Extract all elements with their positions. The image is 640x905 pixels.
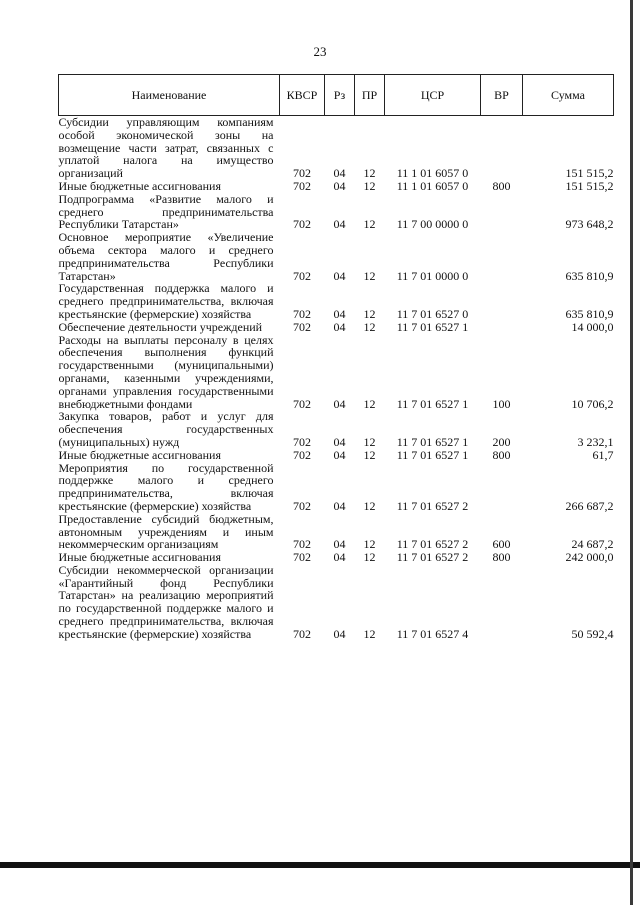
cell-rz: 04 (333, 319, 346, 334)
cell-kvsr: 702 (293, 537, 311, 552)
table-row (59, 334, 614, 411)
cell-kvsr: 702 (293, 217, 311, 232)
cell-kvsr: 702 (293, 396, 311, 411)
cell-name: Субсидии некоммерческой организации «Гарантийный фонд Республики Татарстан» на реализацию мероприятий по государственной поддержке малого и среднего предпринимательства, включая крестьянские (фермерские) хозяйства (58, 562, 274, 641)
cell-rz: 04 (333, 178, 346, 193)
column-header-rz: Рз (325, 75, 355, 116)
cell-sum: 973 648,2 (565, 217, 614, 232)
cell-vr (481, 462, 523, 513)
cell-csr: 11 7 01 6527 2 (396, 550, 469, 565)
cell-kvsr: 702 (293, 306, 311, 321)
cell-vr (481, 116, 523, 180)
cell-name: Подпрограмма «Развитие малого и среднего предпринимательства Республики Татарстан» (58, 191, 274, 232)
cell-rz: 04 (333, 166, 346, 181)
cell-csr: 11 7 01 6527 1 (396, 396, 469, 411)
cell-name: Государственная поддержка малого и среднего предпринимательства, включая крестьянские (фермерские) хозяйства (58, 281, 274, 321)
cell-name: Основное мероприятие «Увеличение объема сектора малого и среднего предпринимательства Республики Татарстан» (58, 230, 274, 283)
cell-rz: 04 (333, 537, 346, 552)
cell-sum: 14 000,0 (571, 319, 614, 334)
table-header (59, 75, 614, 116)
cell-name: Субсидии управляющим компаниям особой экономической зоны на возмещение части затрат, связанных с уплатой налога на имущество организаций (58, 115, 274, 181)
cell-vr: 800 (492, 178, 511, 193)
cell-csr: 11 7 01 6527 2 (396, 537, 469, 552)
cell-pr: 12 (363, 434, 376, 449)
cell-pr: 12 (363, 217, 376, 232)
table-body (59, 116, 614, 641)
cell-sum: 635 810,9 (565, 268, 614, 283)
table-row (59, 282, 614, 320)
cell-name: Обеспечение деятельности учреждений (58, 319, 263, 334)
cell-csr: 11 7 01 6527 1 (396, 434, 469, 449)
cell-kvsr: 702 (293, 268, 311, 283)
cell-rz: 04 (333, 268, 346, 283)
cell-vr (481, 231, 523, 282)
cell-vr (481, 282, 523, 320)
table-row (59, 410, 614, 448)
cell-kvsr: 702 (293, 166, 311, 181)
table-row (59, 116, 614, 180)
table-row (59, 449, 614, 462)
cell-csr: 11 7 01 0000 0 (396, 268, 469, 283)
cell-rz: 04 (333, 550, 346, 565)
cell-name: Иные бюджетные ассигнования (58, 550, 221, 565)
table-row (59, 564, 614, 641)
cell-csr: 11 1 01 6057 0 (396, 166, 469, 181)
cell-pr: 12 (363, 306, 376, 321)
cell-rz: 04 (333, 396, 346, 411)
cell-pr: 12 (363, 550, 376, 565)
cell-name: Предоставление субсидий бюджетным, автономным учреждениям и иным некоммерческим организациям (58, 511, 274, 552)
cell-vr (481, 564, 523, 641)
cell-name: Мероприятия по государственной поддержке малого и среднего предпринимательства, включая крестьянские (фермерские) хозяйства (58, 460, 274, 513)
cell-csr: 11 7 01 6527 1 (396, 447, 469, 462)
cell-kvsr: 702 (293, 498, 311, 513)
cell-rz: 04 (333, 447, 346, 462)
cell-vr: 100 (492, 396, 511, 411)
cell-vr (481, 193, 523, 231)
cell-pr: 12 (363, 319, 376, 334)
cell-kvsr: 702 (293, 447, 311, 462)
cell-kvsr: 702 (293, 626, 311, 641)
cell-sum: 151 515,2 (565, 178, 614, 193)
cell-pr: 12 (363, 166, 376, 181)
cell-rz: 04 (333, 498, 346, 513)
cell-kvsr: 702 (293, 178, 311, 193)
scan-bottom-edge (0, 862, 640, 868)
scan-right-edge (630, 0, 633, 905)
cell-sum: 151 515,2 (565, 166, 614, 181)
column-header-name: Наименование (59, 75, 280, 116)
cell-rz: 04 (333, 306, 346, 321)
cell-rz: 04 (333, 434, 346, 449)
column-header-vr: ВР (481, 75, 523, 116)
cell-pr: 12 (363, 537, 376, 552)
table-row (59, 551, 614, 564)
table-row (59, 462, 614, 513)
cell-csr: 11 7 01 6527 2 (396, 498, 469, 513)
cell-sum: 24 687,2 (571, 537, 614, 552)
cell-vr: 800 (492, 447, 511, 462)
cell-pr: 12 (363, 498, 376, 513)
cell-sum: 3 232,1 (577, 434, 614, 449)
cell-vr: 600 (492, 537, 511, 552)
table-row (59, 513, 614, 551)
column-header-kvsr: КВСР (280, 75, 325, 116)
cell-csr: 11 7 00 0000 0 (396, 217, 469, 232)
cell-sum: 635 810,9 (565, 306, 614, 321)
cell-kvsr: 702 (293, 434, 311, 449)
cell-vr (481, 321, 523, 334)
cell-vr: 200 (492, 434, 511, 449)
cell-rz: 04 (333, 626, 346, 641)
cell-csr: 11 7 01 6527 0 (396, 306, 469, 321)
cell-pr: 12 (363, 396, 376, 411)
cell-kvsr: 702 (293, 319, 311, 334)
cell-name: Закупка товаров, работ и услуг для обеспечения государственных (муниципальных) нужд (58, 409, 274, 449)
cell-rz: 04 (333, 217, 346, 232)
table-row (59, 180, 614, 193)
table-row (59, 193, 614, 231)
cell-sum: 242 000,0 (565, 550, 614, 565)
table-row (59, 231, 614, 282)
cell-pr: 12 (363, 447, 376, 462)
cell-vr: 800 (492, 550, 511, 565)
cell-kvsr: 702 (293, 550, 311, 565)
table-row (59, 321, 614, 334)
cell-sum: 61,7 (592, 447, 614, 462)
column-header-pr: ПР (355, 75, 385, 116)
cell-sum: 50 592,4 (571, 626, 614, 641)
cell-sum: 10 706,2 (571, 396, 614, 411)
column-header-sum: Сумма (523, 75, 614, 116)
cell-csr: 11 1 01 6057 0 (396, 178, 469, 193)
cell-name: Иные бюджетные ассигнования (58, 178, 221, 193)
cell-sum: 266 687,2 (565, 498, 614, 513)
cell-csr: 11 7 01 6527 1 (396, 319, 469, 334)
cell-csr: 11 7 01 6527 4 (396, 626, 469, 641)
budget-table (58, 74, 614, 641)
cell-name: Расходы на выплаты персоналу в целях обеспечения выполнения функций государственными (муниципальными) органами, казенными учреждениями, органами управления государственными внебюджетными фондами (58, 332, 274, 411)
column-header-csr: ЦСР (385, 75, 481, 116)
cell-name: Иные бюджетные ассигнования (58, 447, 221, 462)
cell-pr: 12 (363, 626, 376, 641)
cell-pr: 12 (363, 178, 376, 193)
cell-pr: 12 (363, 268, 376, 283)
page-number: 23 (313, 44, 327, 59)
